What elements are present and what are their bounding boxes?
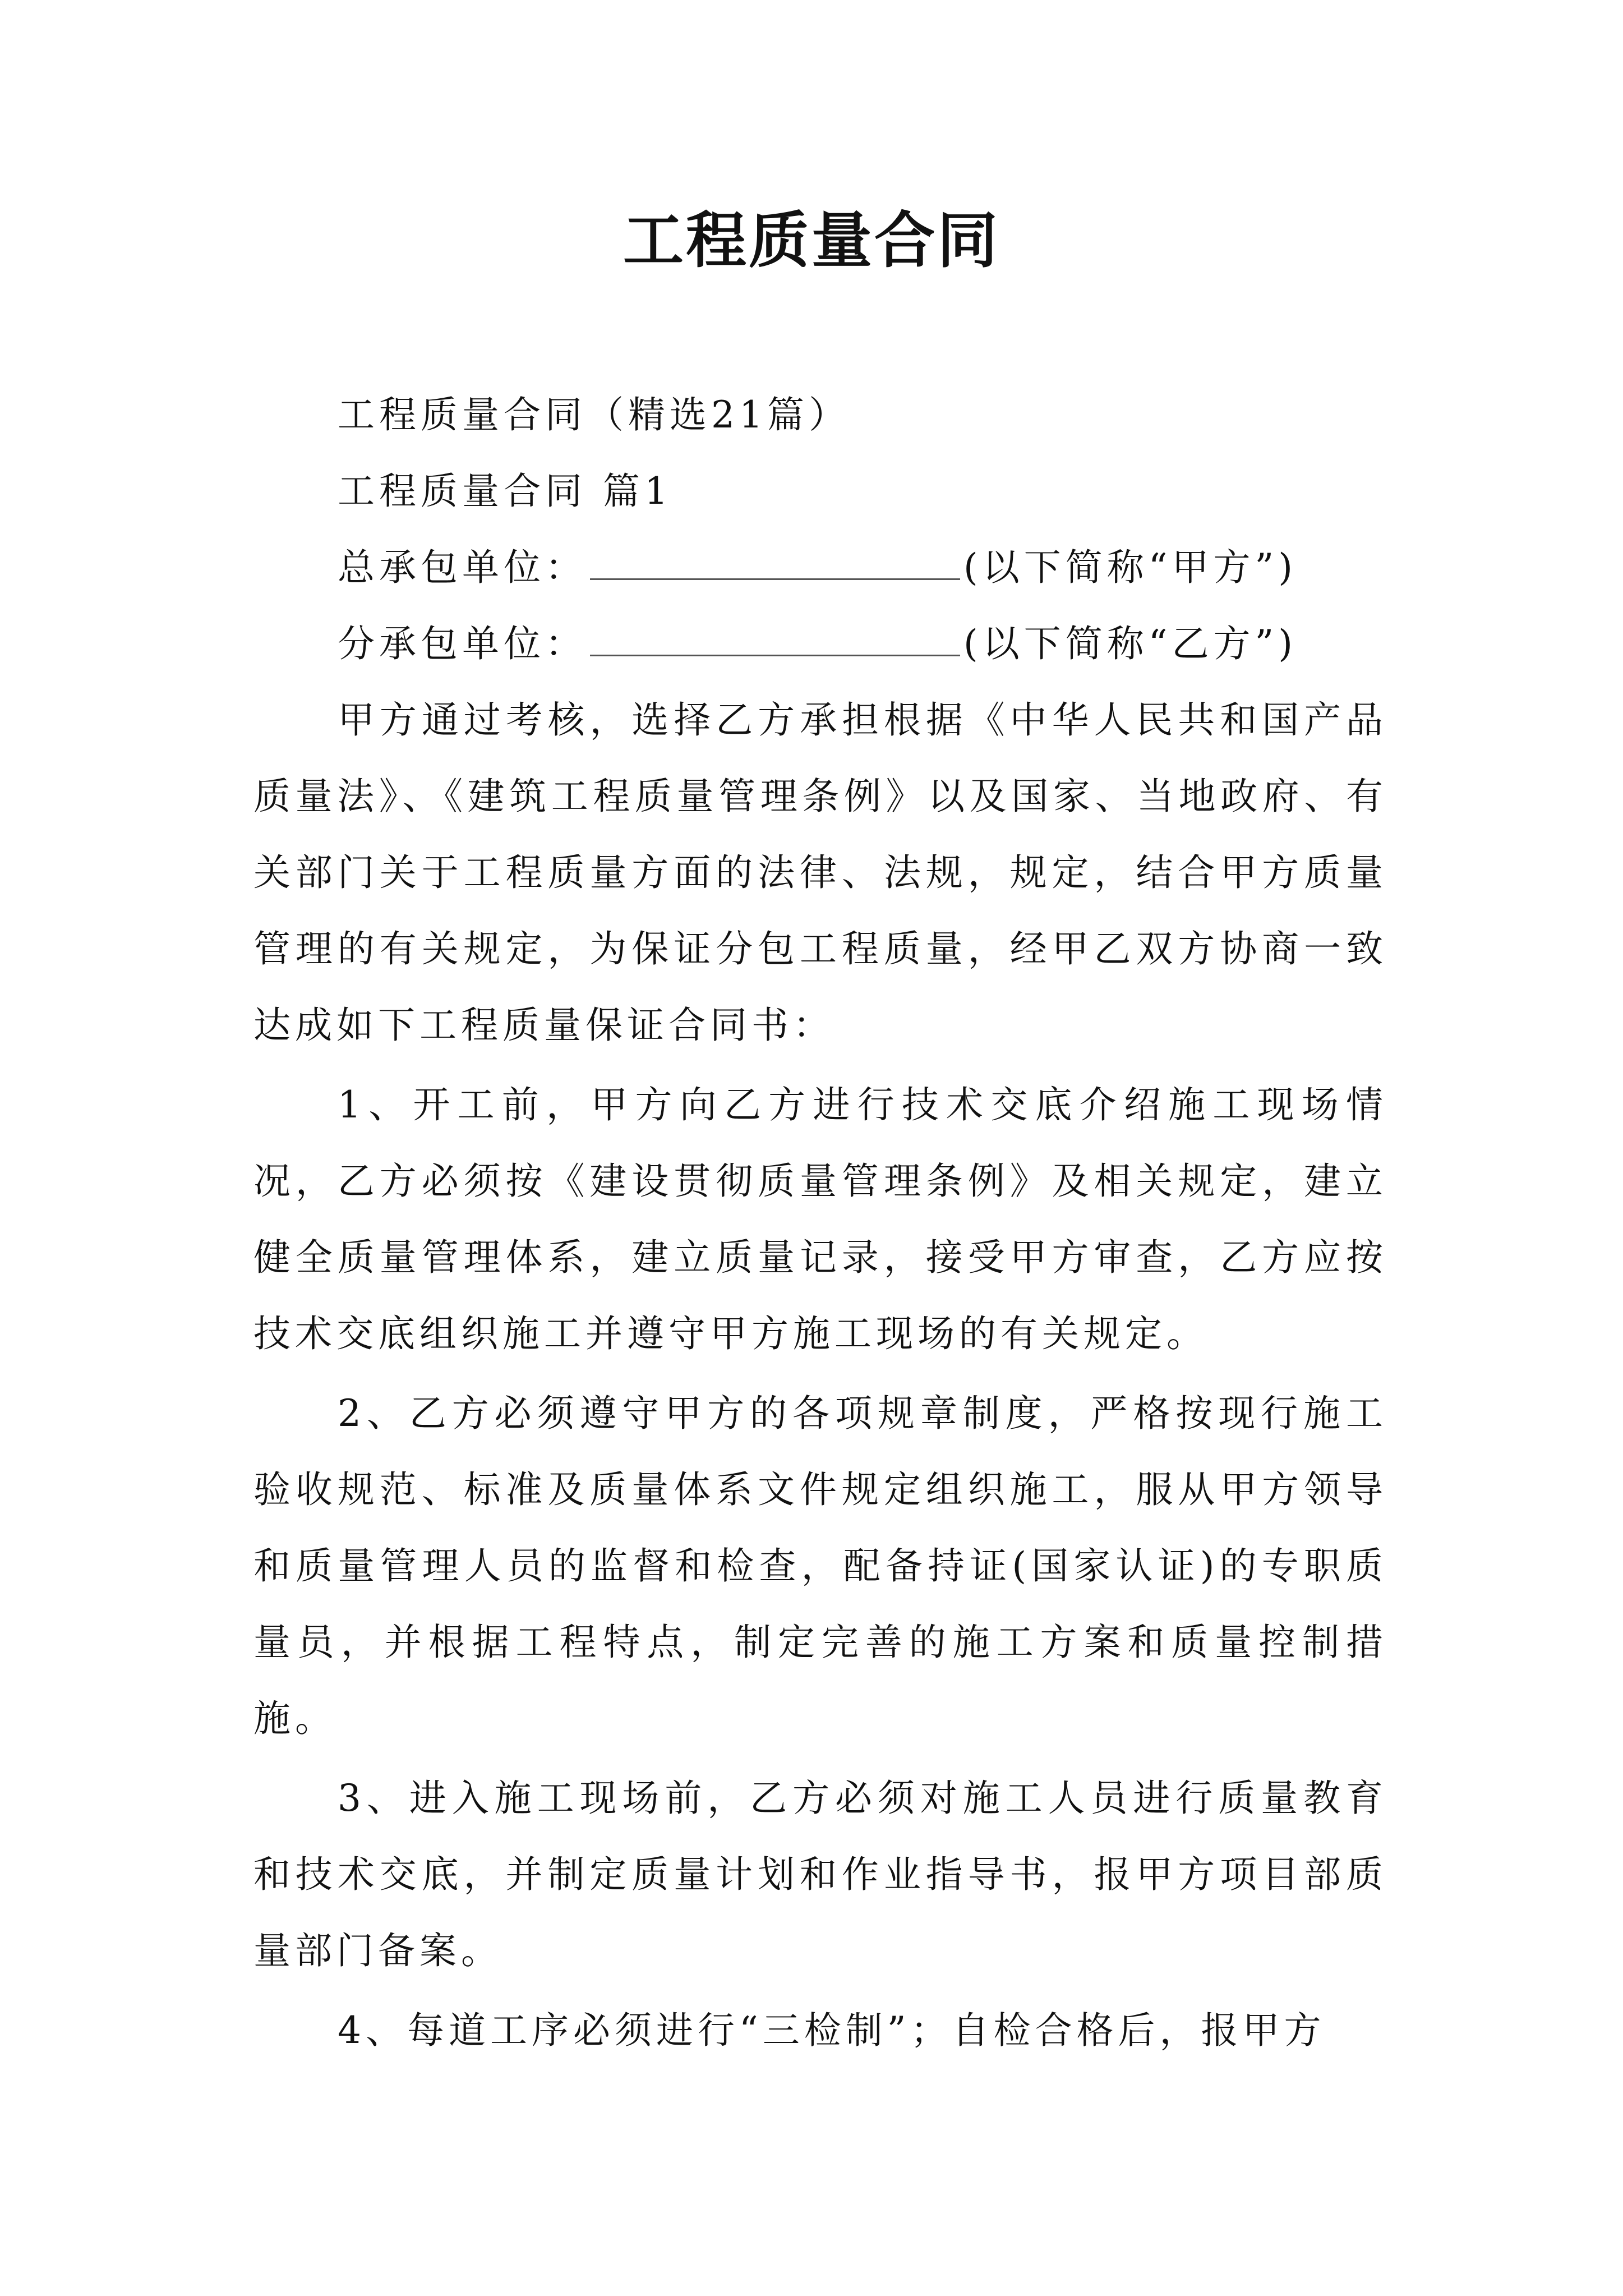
fill-in-blank (590, 618, 960, 656)
party-label: 分承包单位： (338, 622, 587, 665)
paragraph-clause-2: 2、乙方必须遵守甲方的各项规章制度，严格按现行施工验收规范、标准及质量体系文件规定组织施工，服从甲方领导和质量管理人员的监督和检查，配备持证(国家认证)的专职质量员，并根据工程特点，制定完善的施工方案和质量控制措施。 (253, 1392, 1387, 1740)
party-suffix: (以下简称“乙方”) (963, 622, 1297, 665)
document-title: 工程质量合同 (623, 206, 1000, 276)
document-subtitle: 工程质量合同（精选21篇） (338, 393, 850, 436)
party-line-contractor (253, 530, 1387, 606)
party-label: 总承包单位： (338, 546, 587, 589)
paragraph-intro: 甲方通过考核，选择乙方承担根据《中华人民共和国产品质量法》、《建筑工程质量管理条例》以及国家、当地政府、有关部门关于工程质量方面的法律、法规，规定，结合甲方质量管理的有关规定，为保证分包工程质量，经甲乙双方协商一致达成如下工程质量保证合同书： (253, 698, 1387, 1047)
paragraph-clause-3: 3、进入施工现场前，乙方必须对施工人员进行质量教育和技术交底，并制定质量计划和作业指导书，报甲方项目部质量部门备案。 (253, 1777, 1387, 1972)
paragraph-clause-1: 1、开工前，甲方向乙方进行技术交底介绍施工现场情况，乙方必须按《建设贯彻质量管理条例》及相关规定，建立健全质量管理体系，建立质量记录，接受甲方审查，乙方应按技术交底组织施工并遵守甲方施工现场的有关规定。 (253, 1083, 1387, 1355)
document-body (253, 377, 1387, 2069)
paragraph-clause-4: 4、每道工序必须进行“三检制”；自检合格后，报甲方 (338, 2009, 1326, 2052)
party-suffix: (以下简称“甲方”) (963, 546, 1297, 589)
fill-in-blank (590, 541, 960, 580)
section-heading: 工程质量合同 篇1 (338, 470, 672, 513)
party-line-subcontractor (253, 606, 1387, 682)
